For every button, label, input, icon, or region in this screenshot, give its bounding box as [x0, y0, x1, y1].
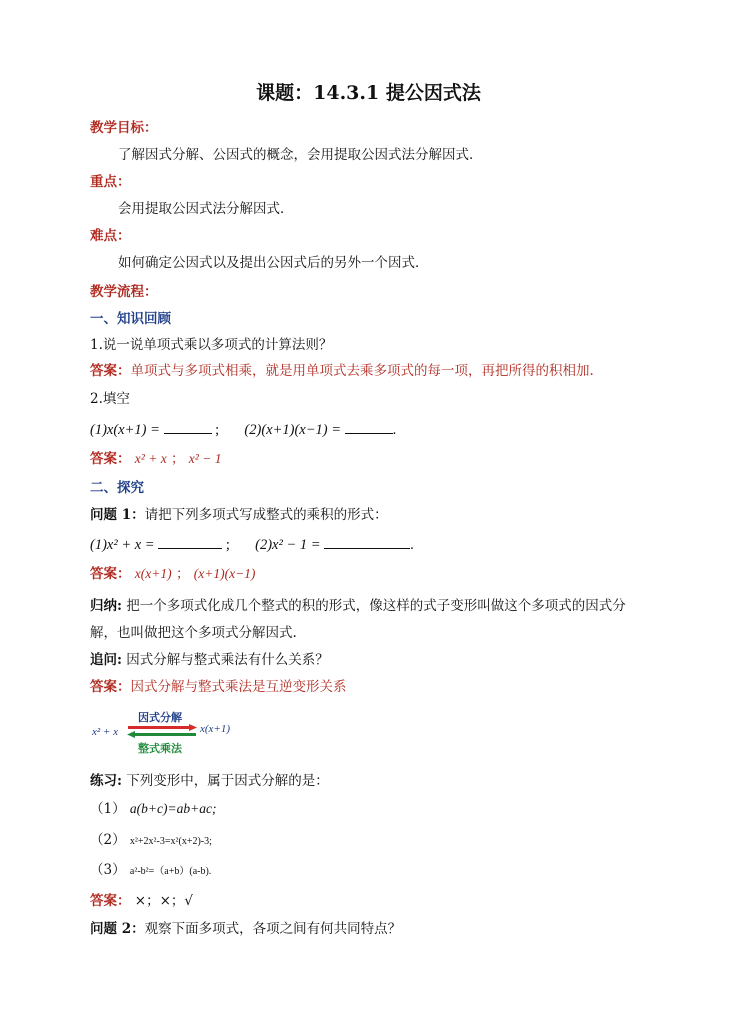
answer-separator: ；: [171, 451, 185, 467]
answer-value-1: x² + x: [134, 451, 167, 466]
problem-2: [90, 920, 401, 938]
key-text: 会用提取公因式法分解因式．: [118, 201, 294, 217]
section-heading-explore: 二、探究: [90, 480, 144, 496]
question-1: 1.说一说单项式乘以多项式的计算法则？: [90, 337, 333, 353]
problem-1-end: .: [410, 537, 414, 553]
problem-1-fill-expression-1: (1)x² + x =: [90, 537, 155, 553]
summary-line-2: 解，也叫做把这个多项式分解因式.: [90, 625, 297, 641]
fill-expression-1: (1)x(x+1) =: [90, 422, 160, 438]
problem-1-blank-2: [324, 535, 410, 549]
practice-answer: [90, 892, 193, 910]
practice-item-3: [90, 861, 211, 881]
followup-text: 因式分解与整式乘法有什么关系？: [126, 652, 329, 668]
fill-separator: ;: [215, 422, 220, 438]
problem-1-separator: ;: [225, 537, 230, 553]
key-label: 重点：: [90, 174, 131, 190]
practice-item-1-expression: a(b+c)=ab+ac;: [129, 801, 217, 816]
difficulty-text: 如何确定公因式以及提出公因式后的另外一个因式．: [118, 255, 429, 271]
diagram-arrows: [126, 724, 198, 738]
goal-label: 教学目标：: [90, 120, 158, 136]
practice-label: 练习:: [90, 773, 122, 789]
practice-text: 下列变形中，属于因式分解的是：: [126, 773, 329, 789]
question-2: 2.填空: [90, 391, 130, 407]
practice-question: [90, 772, 329, 790]
summary-text-1: 把一个多项式化成几个整式的积的形式，像这样的式子变形叫做这个多项式的因式分: [126, 598, 626, 614]
problem-1-fill-line: [90, 535, 414, 554]
followup-answer: [90, 678, 347, 696]
followup-question: [90, 651, 329, 669]
page-title: 课题：14.3.1 提公因式法: [256, 82, 481, 104]
answer-value-2: x² − 1: [188, 451, 222, 466]
problem-2-text: 观察下面多项式，各项之间有何共同特点？: [144, 921, 402, 937]
problem-1-answer: [90, 565, 255, 583]
fill-end: .: [392, 422, 397, 438]
answer-label: 答案：: [90, 451, 131, 467]
diagram-right-expression: x(x+1): [200, 723, 231, 735]
followup-answer-text: 因式分解与整式乘法是互逆变形关系: [130, 679, 347, 695]
practice-item-2-expression: x²+2x²-3=x²(x+2)-3;: [129, 836, 212, 847]
practice-item-3-number: （3）: [90, 862, 126, 878]
diagram-left-expression: x² + x: [92, 726, 118, 738]
section-heading-review: 一、知识回顾: [90, 311, 171, 327]
inverse-relation-diagram: [90, 708, 290, 758]
problem-1-fill-expression-2: (2)x² − 1 =: [255, 537, 321, 553]
practice-item-2: [90, 831, 212, 851]
answer-separator: ；: [175, 566, 190, 582]
summary-line-1: [90, 597, 626, 615]
fill-blank-1: [164, 420, 212, 434]
problem-1-label: 问题 1：: [90, 507, 145, 523]
answer-label: 答案：: [90, 679, 131, 695]
fill-line-1: [90, 420, 396, 439]
summary-label: 归纳:: [90, 598, 122, 614]
practice-item-3-expression: a²-b²=（a+b）(a-b).: [129, 866, 212, 877]
fill-expression-2: (2)(x+1)(x−1) =: [244, 422, 341, 438]
answer-text: 单项式与多项式相乘，就是用单项式去乘多项式的每一项，再把所得的积相加.: [130, 363, 594, 379]
answer-label: 答案：: [90, 363, 131, 379]
answer-value-1: x(x+1): [134, 566, 172, 581]
diagram-bottom-label: 整式乘法: [138, 742, 182, 755]
answer-1: [90, 362, 594, 380]
answer-value-2: (x+1)(x−1): [193, 566, 256, 581]
practice-item-1: [90, 800, 216, 818]
practice-item-2-number: （2）: [90, 832, 126, 848]
diagram-top-label: 因式分解: [138, 711, 182, 724]
problem-1-text: 请把下列多项式写成整式的乘积的形式：: [144, 507, 388, 523]
answer-label: 答案：: [90, 566, 131, 582]
problem-1: [90, 506, 388, 524]
multiply-arrow-head: [127, 731, 135, 738]
practice-answer-marks: ×；×；√: [134, 893, 194, 909]
flow-label: 教学流程：: [90, 284, 158, 300]
fill-blank-2: [345, 420, 393, 434]
followup-label: 追问:: [90, 652, 122, 668]
answer-label: 答案：: [90, 893, 131, 909]
goal-text: 了解因式分解、公因式的概念，会用提取公因式法分解因式．: [118, 147, 483, 163]
problem-1-blank-1: [158, 535, 222, 549]
difficulty-label: 难点：: [90, 228, 131, 244]
practice-item-1-number: （1）: [90, 801, 126, 817]
answer-2: [90, 450, 221, 468]
problem-2-label: 问题 2：: [90, 921, 145, 937]
factor-arrow-head: [189, 724, 197, 731]
